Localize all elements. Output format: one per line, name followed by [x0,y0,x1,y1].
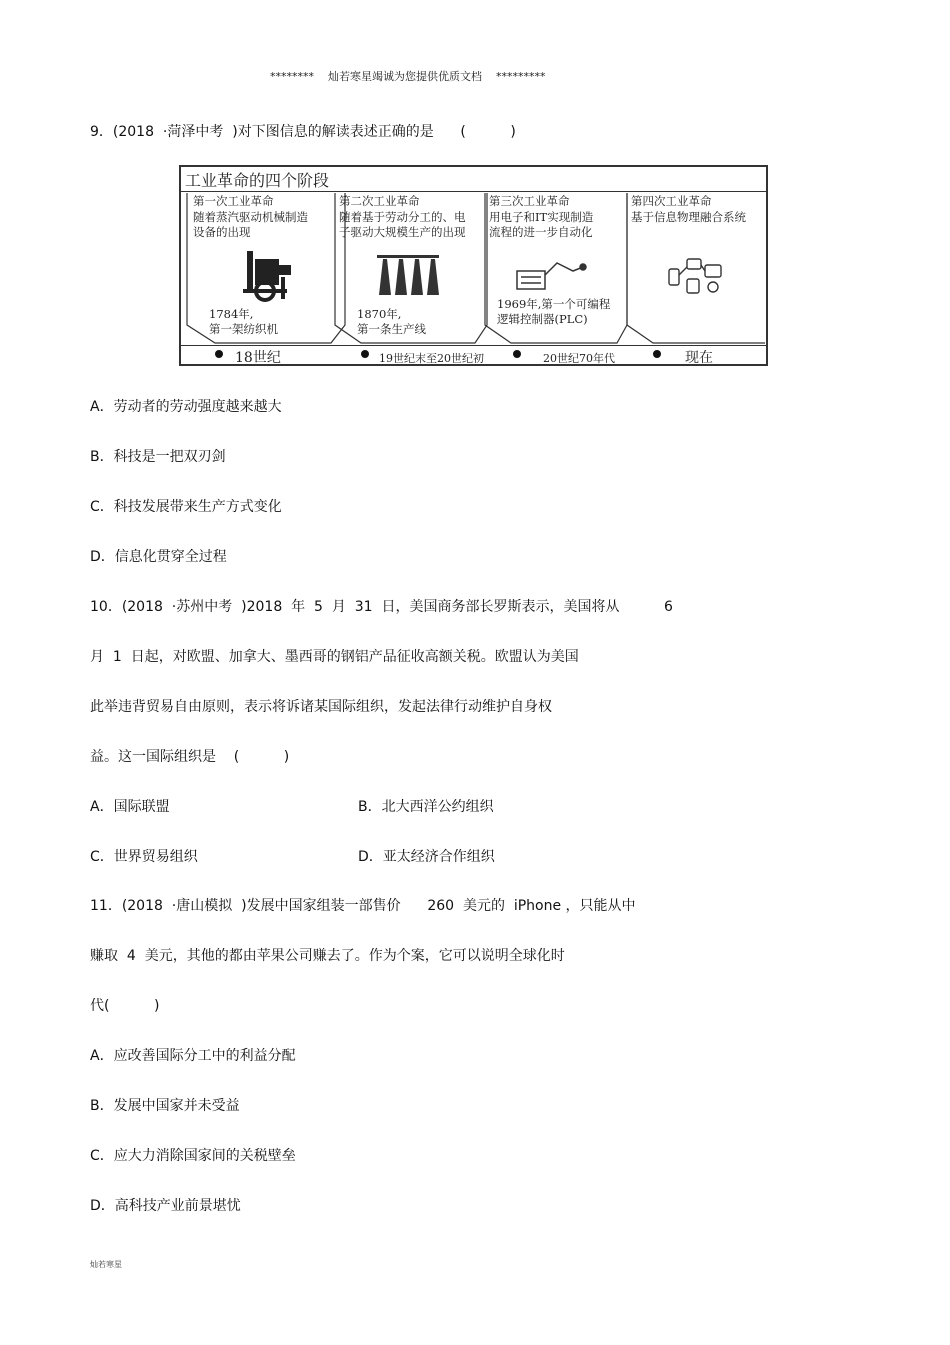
q9-option-a[interactable]: A．劳动者的劳动强度越来越大 [90,399,282,415]
question-11-line-3: 代( ) [90,998,160,1014]
plc-automation-icon [517,263,586,289]
stage-3-heading: 第三次工业革命 [489,194,570,208]
stage-4-heading: 第四次工业革命 [631,194,712,208]
q11-option-a[interactable]: A．应改善国际分工中的利益分配 [90,1048,296,1064]
era-label-4: 现在 [685,350,713,366]
question-11-line-1: 11．(2018 ·唐山模拟 )发展中国家组装一部售价 260 美元的 iPhone ，只能从中 [90,898,636,914]
question-10-line-2: 月 1 日起，对欧盟、加拿大、墨西哥的钢铝产品征收高额关税。欧盟认为美国 [90,649,579,665]
timeline-dot-2 [361,350,369,358]
page-footer: 灿若寒星 [90,1260,122,1269]
q10-option-c[interactable]: C．世界贸易组织 [90,849,198,865]
industrial-revolution-figure [179,165,768,366]
stage-4-description: 基于信息物理融合系统 [631,210,746,224]
figure-title: 工业革命的四个阶段 [185,171,330,190]
stage-1-heading: 第一次工业革命 [193,194,274,208]
question-10-line-1: 10．(2018 ·苏州中考 )2018 年 5 月 31 日，美国商务部长罗斯表示，美国将从 6 [90,599,673,615]
q11-option-c[interactable]: C．应大力消除国家间的关税壁垒 [90,1148,296,1164]
question-10-line-3: 此举违背贸易自由原则，表示将诉诸某国际组织，发起法律行动维护自身权 [90,699,552,715]
cyber-physical-system-icon [669,259,721,293]
q10-option-d[interactable]: D．亚太经济合作组织 [358,849,495,865]
stage-2-note: 1870年, 第一条生产线 [357,307,426,336]
spinning-machine-icon [243,251,291,300]
stage-1-description: 随着蒸汽驱动机械制造 设备的出现 [193,210,308,239]
stage-2-description: 随着基于劳动分工的、电 子驱动大规模生产的出现 [339,210,466,239]
q10-option-a[interactable]: A．国际联盟 [90,799,170,815]
stage-3-description: 用电子和IT实现制造 流程的进一步自动化 [489,210,594,239]
era-label-3: 20世纪70年代 [543,352,615,365]
timeline-dot-1 [215,350,223,358]
timeline-dot-4 [653,350,661,358]
timeline-dot-3 [513,350,521,358]
era-label-1: 18世纪 [235,350,281,366]
question-9-stem: 9．(2018 ·菏泽中考 )对下图信息的解读表述正确的是 ( ) [90,124,516,140]
q10-option-b[interactable]: B．北大西洋公约组织 [358,799,494,815]
stage-1-note: 1784年, 第一架纺织机 [209,307,278,336]
question-10-line-4: 益。这一国际组织是 ( ) [90,749,290,765]
page-header: ******** 灿若寒星竭诚为您提供优质文档 ********* [270,70,546,83]
stage-2-heading: 第二次工业革命 [339,194,420,208]
stage-3-note: 1969年,第一个可编程 逻辑控制器(PLC) [497,297,611,326]
q9-option-b[interactable]: B．科技是一把双刃剑 [90,449,226,465]
production-line-icon [377,255,439,295]
q11-option-d[interactable]: D．高科技产业前景堪忧 [90,1198,241,1214]
era-label-2: 19世纪末至20世纪初 [379,352,484,365]
q11-option-b[interactable]: B．发展中国家并未受益 [90,1098,240,1114]
q9-option-c[interactable]: C．科技发展带来生产方式变化 [90,499,282,515]
question-11-line-2: 赚取 4 美元，其他的都由苹果公司赚去了。作为个案，它可以说明全球化时 [90,948,565,964]
q9-option-d[interactable]: D．信息化贯穿全过程 [90,549,227,565]
